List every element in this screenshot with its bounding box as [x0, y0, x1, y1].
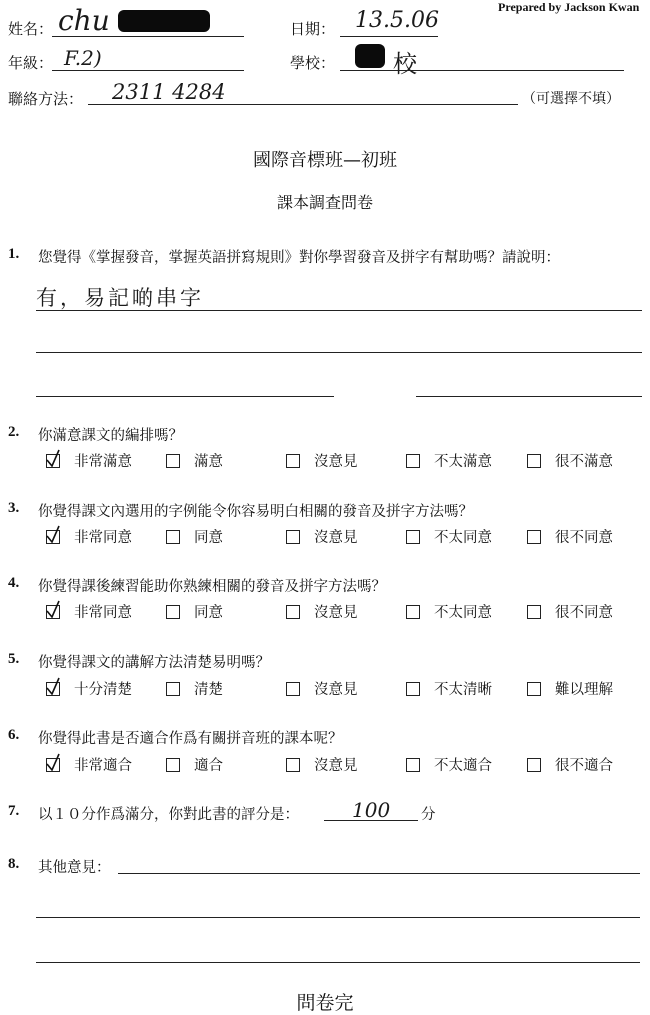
redacted-school [355, 44, 385, 68]
checkbox[interactable] [527, 454, 541, 468]
checkbox-checked[interactable] [46, 682, 60, 696]
prepared-by: Prepared by Jackson Kwan [498, 0, 640, 14]
q3-number: 3. [8, 500, 20, 516]
q5-number: 5. [8, 651, 20, 667]
q7-number: 7. [8, 803, 20, 819]
checkbox[interactable] [286, 682, 300, 696]
q4-option-1[interactable] [46, 601, 132, 622]
q1-answer: 有，易記啲串字 [36, 286, 204, 310]
q1-answer-line-2 [36, 352, 642, 353]
checkbox[interactable] [527, 530, 541, 544]
q2-option-3-label: 沒意見 [314, 454, 358, 470]
q3-option-4[interactable] [406, 526, 492, 547]
q4-option-5[interactable] [527, 601, 613, 622]
name-field-line [52, 36, 244, 37]
q3-option-5[interactable] [527, 526, 613, 547]
q7-score-line [324, 820, 418, 821]
q3-text: 你覺得課文內選用的字例能令你容易明白相關的發音及拼字方法嗎？ [38, 504, 473, 520]
checkbox[interactable] [166, 530, 180, 544]
school-value: 校 [393, 50, 417, 78]
checkbox[interactable] [527, 758, 541, 772]
q4-option-4-label: 不太同意 [434, 605, 492, 621]
checkbox[interactable] [406, 605, 420, 619]
q3-option-1-label: 非常同意 [74, 530, 132, 546]
school-field-line [340, 70, 624, 71]
q6-text: 你覺得此書是否適合作爲有關拼音班的課本呢？ [38, 731, 343, 747]
q5-option-1[interactable] [46, 678, 132, 699]
q8-text: 其他意見： [38, 860, 111, 876]
q3-option-3[interactable] [286, 526, 358, 547]
grade-label: 年級： [8, 54, 54, 72]
q5-option-5-label: 難以理解 [555, 682, 613, 698]
checkbox[interactable] [286, 758, 300, 772]
q6-number: 6. [8, 727, 20, 743]
checkbox[interactable] [286, 454, 300, 468]
q2-option-2-label: 滿意 [194, 454, 223, 470]
q7-text: 以１０分作爲滿分，你對此書的評分是： [38, 807, 299, 823]
q8-answer-line-3 [36, 962, 640, 963]
q4-option-1-label: 非常同意 [74, 605, 132, 621]
q1-answer-line-3a [36, 396, 334, 397]
grade-field-line [52, 70, 244, 71]
q2-option-1[interactable] [46, 450, 132, 471]
q2-option-1-label: 非常滿意 [74, 454, 132, 470]
survey-title: 國際音標班—初班 [253, 150, 397, 171]
q5-option-2-label: 清楚 [194, 682, 223, 698]
checkbox-checked[interactable] [46, 454, 60, 468]
q2-option-3[interactable] [286, 450, 358, 471]
checkbox-checked[interactable] [46, 530, 60, 544]
q6-option-1[interactable] [46, 754, 132, 775]
survey-subtitle: 課本調查問卷 [276, 193, 373, 212]
q4-option-3[interactable] [286, 601, 358, 622]
q3-option-2-label: 同意 [194, 530, 223, 546]
checkbox[interactable] [406, 454, 420, 468]
q3-option-1[interactable] [46, 526, 132, 547]
q6-option-3-label: 沒意見 [314, 758, 358, 774]
q5-option-4[interactable] [406, 678, 492, 699]
q6-option-4-label: 不太適合 [434, 758, 492, 774]
name-label: 姓名： [8, 20, 54, 38]
q8-answer-line-2 [36, 917, 640, 918]
checkbox-checked[interactable] [46, 758, 60, 772]
q6-option-5[interactable] [527, 754, 613, 775]
contact-field-line [88, 104, 518, 105]
q5-option-3[interactable] [286, 678, 358, 699]
q8-number: 8. [8, 856, 20, 872]
q1-text: 您覺得《掌握發音，掌握英語拼寫規則》對你學習發音及拼字有幫助嗎？請說明： [38, 250, 560, 266]
q7-unit: 分 [421, 807, 436, 823]
q6-option-1-label: 非常適合 [74, 758, 132, 774]
q4-number: 4. [8, 575, 20, 591]
q3-option-2[interactable] [166, 526, 223, 547]
date-value: 13.5.06 [355, 8, 439, 33]
q5-option-5[interactable] [527, 678, 613, 699]
q6-option-5-label: 很不適合 [555, 758, 613, 774]
q2-option-4[interactable] [406, 450, 492, 471]
q4-option-3-label: 沒意見 [314, 605, 358, 621]
checkbox[interactable] [527, 605, 541, 619]
q5-option-3-label: 沒意見 [314, 682, 358, 698]
checkbox[interactable] [166, 605, 180, 619]
q3-option-4-label: 不太同意 [434, 530, 492, 546]
q4-option-5-label: 很不同意 [555, 605, 613, 621]
q6-option-2-label: 適合 [194, 758, 223, 774]
q6-option-4[interactable] [406, 754, 492, 775]
date-label: 日期： [290, 20, 336, 38]
q3-option-3-label: 沒意見 [314, 530, 358, 546]
q2-number: 2. [8, 424, 20, 440]
q1-answer-line-3b [416, 396, 642, 397]
q6-option-2[interactable] [166, 754, 223, 775]
checkbox[interactable] [406, 758, 420, 772]
date-field-line [340, 36, 438, 37]
checkbox[interactable] [166, 454, 180, 468]
school-label: 學校： [290, 54, 336, 72]
contact-note: （可選擇不填） [522, 91, 620, 107]
q4-option-2-label: 同意 [194, 605, 223, 621]
survey-end: 問卷完 [296, 992, 354, 1014]
checkbox-checked[interactable] [46, 605, 60, 619]
checkbox[interactable] [286, 605, 300, 619]
contact-value: 2311 4284 [112, 80, 226, 104]
checkbox[interactable] [286, 530, 300, 544]
checkbox[interactable] [166, 758, 180, 772]
checkbox[interactable] [406, 530, 420, 544]
q7-score: 100 [352, 798, 391, 822]
q4-text: 你覺得課後練習能助你熟練相關的發音及拼字方法嗎？ [38, 579, 386, 595]
q4-option-2[interactable] [166, 601, 223, 622]
q6-option-3[interactable] [286, 754, 358, 775]
q2-option-5[interactable] [527, 450, 613, 471]
q4-option-4[interactable] [406, 601, 492, 622]
contact-label: 聯絡方法： [8, 90, 84, 108]
q2-option-5-label: 很不滿意 [555, 454, 613, 470]
q5-option-4-label: 不太清晰 [434, 682, 492, 698]
name-value: chu [58, 4, 110, 37]
q5-text: 你覺得課文的講解方法清楚易明嗎？ [38, 655, 270, 671]
q2-option-2[interactable] [166, 450, 223, 471]
checkbox[interactable] [166, 682, 180, 696]
q2-option-4-label: 不太滿意 [434, 454, 492, 470]
q5-option-2[interactable] [166, 678, 223, 699]
checkbox[interactable] [406, 682, 420, 696]
q1-answer-line-1 [36, 310, 642, 311]
checkbox[interactable] [527, 682, 541, 696]
q2-text: 你滿意課文的編排嗎？ [38, 428, 183, 444]
grade-value: F.2) [64, 46, 102, 70]
q5-option-1-label: 十分清楚 [74, 682, 132, 698]
redacted-name [118, 10, 210, 32]
q8-answer-line-1 [118, 873, 640, 874]
q3-option-5-label: 很不同意 [555, 530, 613, 546]
q1-number: 1. [8, 246, 20, 262]
